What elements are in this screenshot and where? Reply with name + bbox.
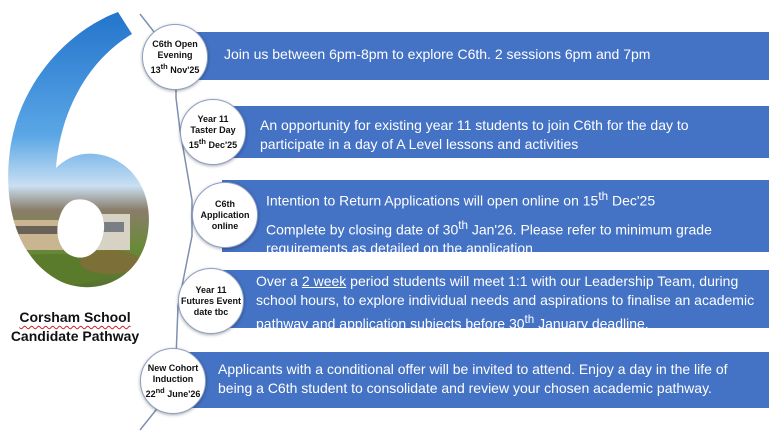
step-1-label: C6th Open — [152, 38, 198, 49]
step-3-label: online — [211, 220, 239, 231]
six-logo-photo — [0, 0, 160, 300]
step-2-circle — [180, 99, 246, 165]
school-title — [0, 308, 150, 346]
step-1-bar — [176, 32, 769, 80]
step-5-text: Applicants with a conditional offer will be invited to attend. Enjoy a day in the life of being a C6th student to consolidate and review your chosen academic pathway. — [218, 361, 728, 396]
step-3-line-2: Complete by closing date of 30th Jan'26. Please refer to minimum grade requirements as detailed on the application — [266, 218, 712, 257]
step-1-date: 13th Nov'25 — [150, 61, 200, 75]
step-1-text: Join us between 6pm-8pm to explore C6th. 2 sessions 6pm and 7pm — [224, 46, 651, 62]
step-4-bar — [214, 270, 769, 332]
step-4-label: Year 11 — [195, 284, 227, 295]
step-5-label: Induction — [152, 373, 194, 384]
step-3-line-1: Intention to Return Applications will open online on 15th Dec'25 — [266, 190, 656, 209]
step-4-text: Over a 2 week period students will meet 1:1 with our Leadership Team, during school hours, to explore individual needs and aspirations to finalise an academic pathway and application subjects before 30th January deadline. — [256, 273, 755, 332]
step-2-label: Taster Day — [190, 124, 236, 135]
step-2-bar — [208, 106, 769, 158]
step-4-circle — [178, 268, 244, 334]
step-4-label: Futures Event — [180, 295, 241, 306]
step-1-label: Evening — [157, 49, 193, 60]
step-5-date: 22nd June'26 — [145, 385, 201, 399]
step-2-date: 15th Dec'25 — [188, 136, 238, 150]
step-2-label: Year 11 — [197, 113, 229, 124]
step-5-circle — [140, 348, 206, 414]
step-3-label: Application — [200, 209, 250, 220]
two-week-link: 2 week — [301, 273, 347, 289]
pathway-subtitle: Candidate Pathway — [10, 328, 140, 344]
step-3-bar — [222, 180, 769, 257]
step-3-label: C6th — [215, 198, 235, 209]
step-5-bar — [176, 352, 769, 408]
step-3-circle — [192, 182, 258, 248]
step-2-text: An opportunity for existing year 11 students to join C6th for the day to participate in a day of A Level lessons and activities — [260, 117, 689, 152]
school-name: Corsham School — [19, 309, 131, 325]
step-5-label: New Cohort — [147, 362, 199, 373]
step-1-circle — [142, 24, 208, 90]
step-4-label: date tbc — [193, 306, 229, 317]
